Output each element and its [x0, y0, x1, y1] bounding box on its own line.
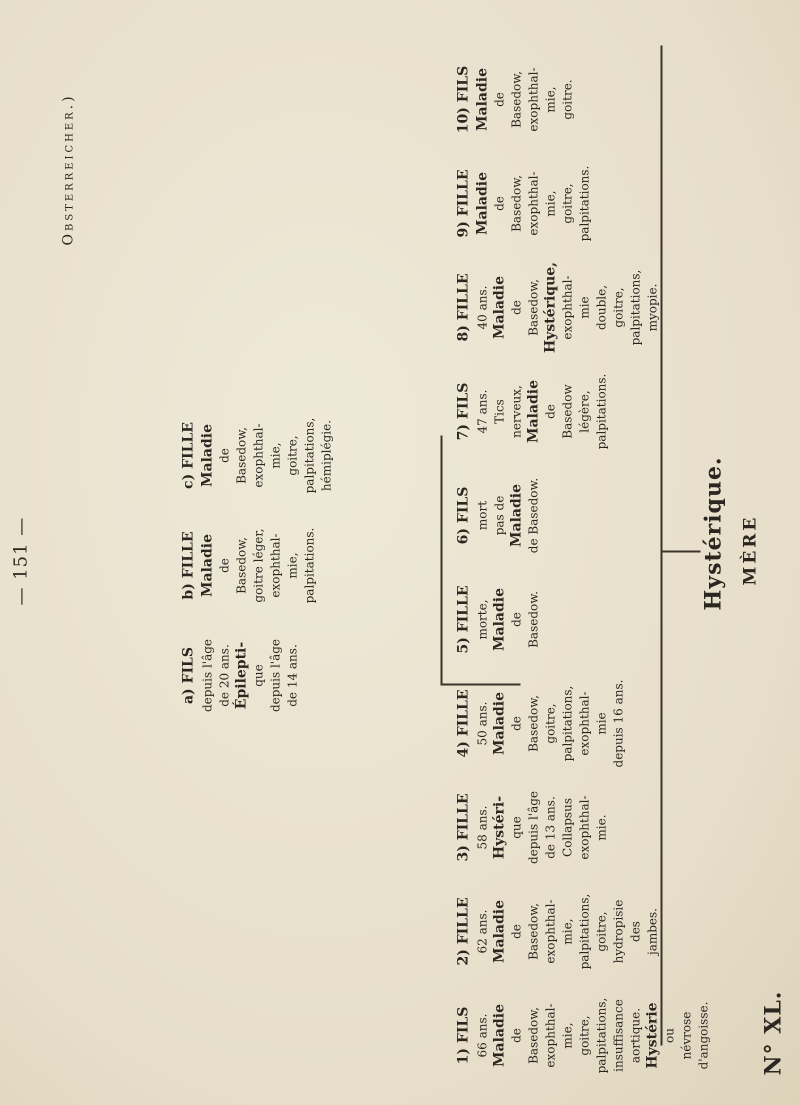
person-heading: 7) FILS [455, 382, 471, 440]
person-note: insuffisance [611, 998, 625, 1072]
page-number: — 151 — [10, 516, 31, 605]
person-heading: b) FILLE [180, 530, 196, 600]
person-note: exophthal- [268, 532, 282, 598]
person-note: Basedow, [526, 1006, 540, 1064]
person-heading: 2) FILLE [455, 896, 471, 966]
person-note: mie, [560, 917, 574, 945]
person-note: Maladie [508, 483, 524, 547]
person-note: mie, [560, 1021, 574, 1049]
person-note: Basedow, [509, 174, 523, 232]
person-note: depuis l'âge [526, 790, 540, 864]
person-note: Épilepti- [233, 641, 249, 709]
person-note: Collapsus [560, 797, 574, 857]
person-note: Basedow, [526, 278, 540, 336]
plate-number: N° XL. [760, 990, 786, 1075]
person-note: de 20 ans. [217, 643, 231, 707]
person-note: de 13 ans. [543, 795, 557, 859]
person-note: pas de [492, 495, 506, 535]
person-note: palpitations. [577, 165, 591, 241]
person-note: goitre, [594, 910, 608, 952]
person-note: double, [594, 284, 608, 330]
person-note: de [217, 447, 231, 463]
person-entry [455, 569, 542, 669]
person-note: Basedow, [234, 426, 248, 484]
person-note: palpitations, [594, 997, 608, 1073]
person-note: Tics [492, 398, 506, 424]
person-heading: 5) FILLE [455, 584, 471, 654]
person-note: palpitations, [577, 893, 591, 969]
person-heading: c) FILLE [180, 421, 196, 489]
person-note: mie, [285, 551, 299, 579]
person-heading: 6) FILS [455, 486, 471, 544]
person-note: Maladie [491, 275, 507, 339]
person-entry [455, 881, 661, 981]
person-note: hydropisie [611, 899, 625, 963]
person-note: palpitations, [302, 417, 316, 493]
grandchild-line [440, 435, 442, 685]
person-note: goitre, [560, 182, 574, 224]
person-entry [455, 257, 661, 357]
person-note: Maladie [491, 587, 507, 651]
person-note: depuis l'âge [268, 638, 282, 712]
person-note: de [217, 557, 231, 573]
person-heading: 10) FILS [455, 65, 471, 133]
person-note: goitre, [285, 434, 299, 476]
person-note: névrose [679, 1011, 693, 1059]
mother-label: MÈRE [740, 514, 760, 585]
person-note: exophthal- [560, 274, 574, 340]
person-entry [180, 515, 318, 615]
person-note: mort [475, 500, 489, 530]
person-note: goitre, [611, 286, 625, 328]
person-note: de 14 ans. [285, 643, 299, 707]
person-entry [455, 361, 610, 461]
person-entry [455, 673, 627, 773]
person-note: de [509, 1027, 523, 1043]
person-note: exophthal- [543, 898, 557, 964]
mother-condition: Hystérique. [700, 455, 726, 610]
person-note: goitre, [543, 702, 557, 744]
person-note: exophthal- [577, 794, 591, 860]
person-note: Maladie [199, 423, 215, 487]
person-note: Hystérie [644, 1001, 660, 1069]
person-note: depuis l'âge [200, 638, 214, 712]
person-heading: 9) FILLE [455, 168, 471, 238]
person-heading: 8) FILLE [455, 272, 471, 342]
person-note: hémiplégie. [319, 419, 333, 491]
person-note: ou [662, 1027, 676, 1043]
person-note: Basedow, [234, 536, 248, 594]
person-note: aortique. [628, 1007, 642, 1063]
person-note: Maladie [491, 1003, 507, 1067]
person-note: 47 ans. [475, 389, 489, 433]
running-head: Obsterreicher.) [60, 92, 76, 245]
person-note: Hystéri- [491, 795, 507, 859]
person-note: nerveux, [509, 384, 523, 438]
person-note: Maladie [525, 379, 541, 443]
person-note: exophthal- [526, 170, 540, 236]
person-heading: a) FILS [180, 646, 196, 704]
person-note: de [509, 923, 523, 939]
person-note: exophthal- [251, 422, 265, 488]
person-heading: 1) FILS [455, 1006, 471, 1064]
person-heading: 3) FILLE [455, 792, 471, 862]
person-note: depuis 16 ans. [611, 679, 625, 767]
person-note: myopie. [645, 283, 659, 331]
person-note: jambes. [645, 907, 659, 955]
person-note: Maladie [199, 533, 215, 597]
person-entry [455, 153, 593, 253]
person-note: d'angoisse. [696, 1001, 710, 1069]
person-note: Basedow, [509, 70, 523, 128]
person-heading: 4) FILLE [455, 688, 471, 758]
person-note: goitre léger, [251, 527, 265, 603]
person-note: exophthal- [526, 66, 540, 132]
person-note: morte, [475, 598, 489, 640]
person-note: mie, [268, 441, 282, 469]
person-note: Maladie [491, 899, 507, 963]
person-note: des [628, 920, 642, 942]
person-note: de [509, 611, 523, 627]
person-note: mie [594, 711, 608, 735]
person-note: 50 ans. [475, 701, 489, 745]
person-note: Basedow [560, 383, 574, 439]
person-entry [180, 405, 335, 505]
person-note: 40 ans. [475, 285, 489, 329]
person-note: Basedow, [526, 902, 540, 960]
person-note: Basedow, [526, 694, 540, 752]
person-note: Hystérique, [542, 261, 558, 353]
person-note: de [492, 91, 506, 107]
person-note: mie [577, 295, 591, 319]
person-note: que [251, 663, 265, 687]
person-entry [455, 777, 610, 877]
person-note: palpitations, [560, 685, 574, 761]
person-note: de [543, 403, 557, 419]
person-note: palpitations, [628, 269, 642, 345]
person-entry [455, 465, 542, 565]
person-entry [180, 625, 301, 725]
person-note: 66 ans. [475, 1013, 489, 1057]
person-note: Maladie [474, 171, 490, 235]
person-note: palpitations. [594, 373, 608, 449]
person-note: que [509, 815, 523, 839]
person-note: Basedow. [526, 590, 540, 648]
person-note: Maladie [491, 691, 507, 755]
person-note: goitre, [577, 1014, 591, 1056]
person-note: de [509, 299, 523, 315]
person-note: mie, [543, 189, 557, 217]
trunk-line [660, 550, 700, 552]
person-note: 58 ans. [475, 805, 489, 849]
person-note: mie, [543, 85, 557, 113]
person-note: Maladie [474, 67, 490, 131]
person-note: exophthal- [543, 1002, 557, 1068]
person-note: mie. [594, 813, 608, 841]
person-note: légère, [577, 389, 591, 433]
person-note: de [492, 195, 506, 211]
person-note: goitre. [560, 78, 574, 120]
person-entry [455, 49, 576, 149]
person-note: de Basedow. [526, 477, 540, 553]
person-note: de [509, 715, 523, 731]
person-note: exophthal- [577, 690, 591, 756]
person-note: palpitations. [302, 527, 316, 603]
person-note: 62 ans. [475, 909, 489, 953]
person-entry [455, 985, 712, 1085]
